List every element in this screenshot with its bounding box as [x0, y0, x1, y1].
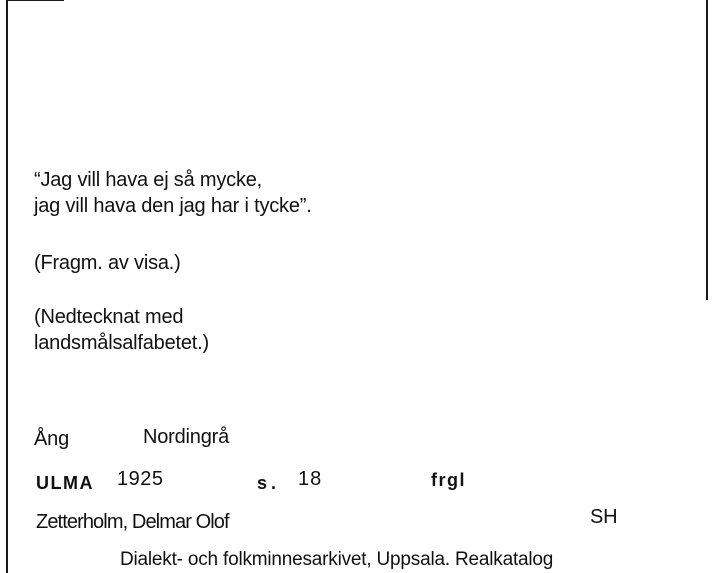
- card-left-edge: [6, 0, 8, 573]
- archive-code: ULMA: [36, 473, 94, 493]
- category-code: frgl: [431, 470, 466, 490]
- notation-note-line-2: landsmålsalfabetet.): [34, 332, 209, 354]
- record-year: 1925: [117, 468, 164, 490]
- notation-note-line-1: (Nedtecknat med: [34, 306, 184, 328]
- card-right-edge: [706, 0, 708, 300]
- initials: SH: [590, 506, 618, 528]
- archive-footer: Dialekt- och folkminnesarkivet, Uppsala. Realkatalog: [120, 549, 554, 570]
- parish: Ång: [34, 428, 69, 450]
- card-top-edge: [6, 0, 64, 1]
- verse-line-1: “Jag vill hava ej så mycke,: [34, 169, 263, 191]
- page-label: s.: [257, 473, 281, 493]
- verse-line-2: jag vill hava den jag har i tycke”.: [34, 195, 312, 217]
- place: Nordingrå: [143, 426, 230, 448]
- fragment-note: (Fragm. av visa.): [34, 252, 181, 274]
- page-number: 18: [298, 468, 323, 490]
- collector-name: Zetterholm, Delmar Olof: [36, 511, 229, 533]
